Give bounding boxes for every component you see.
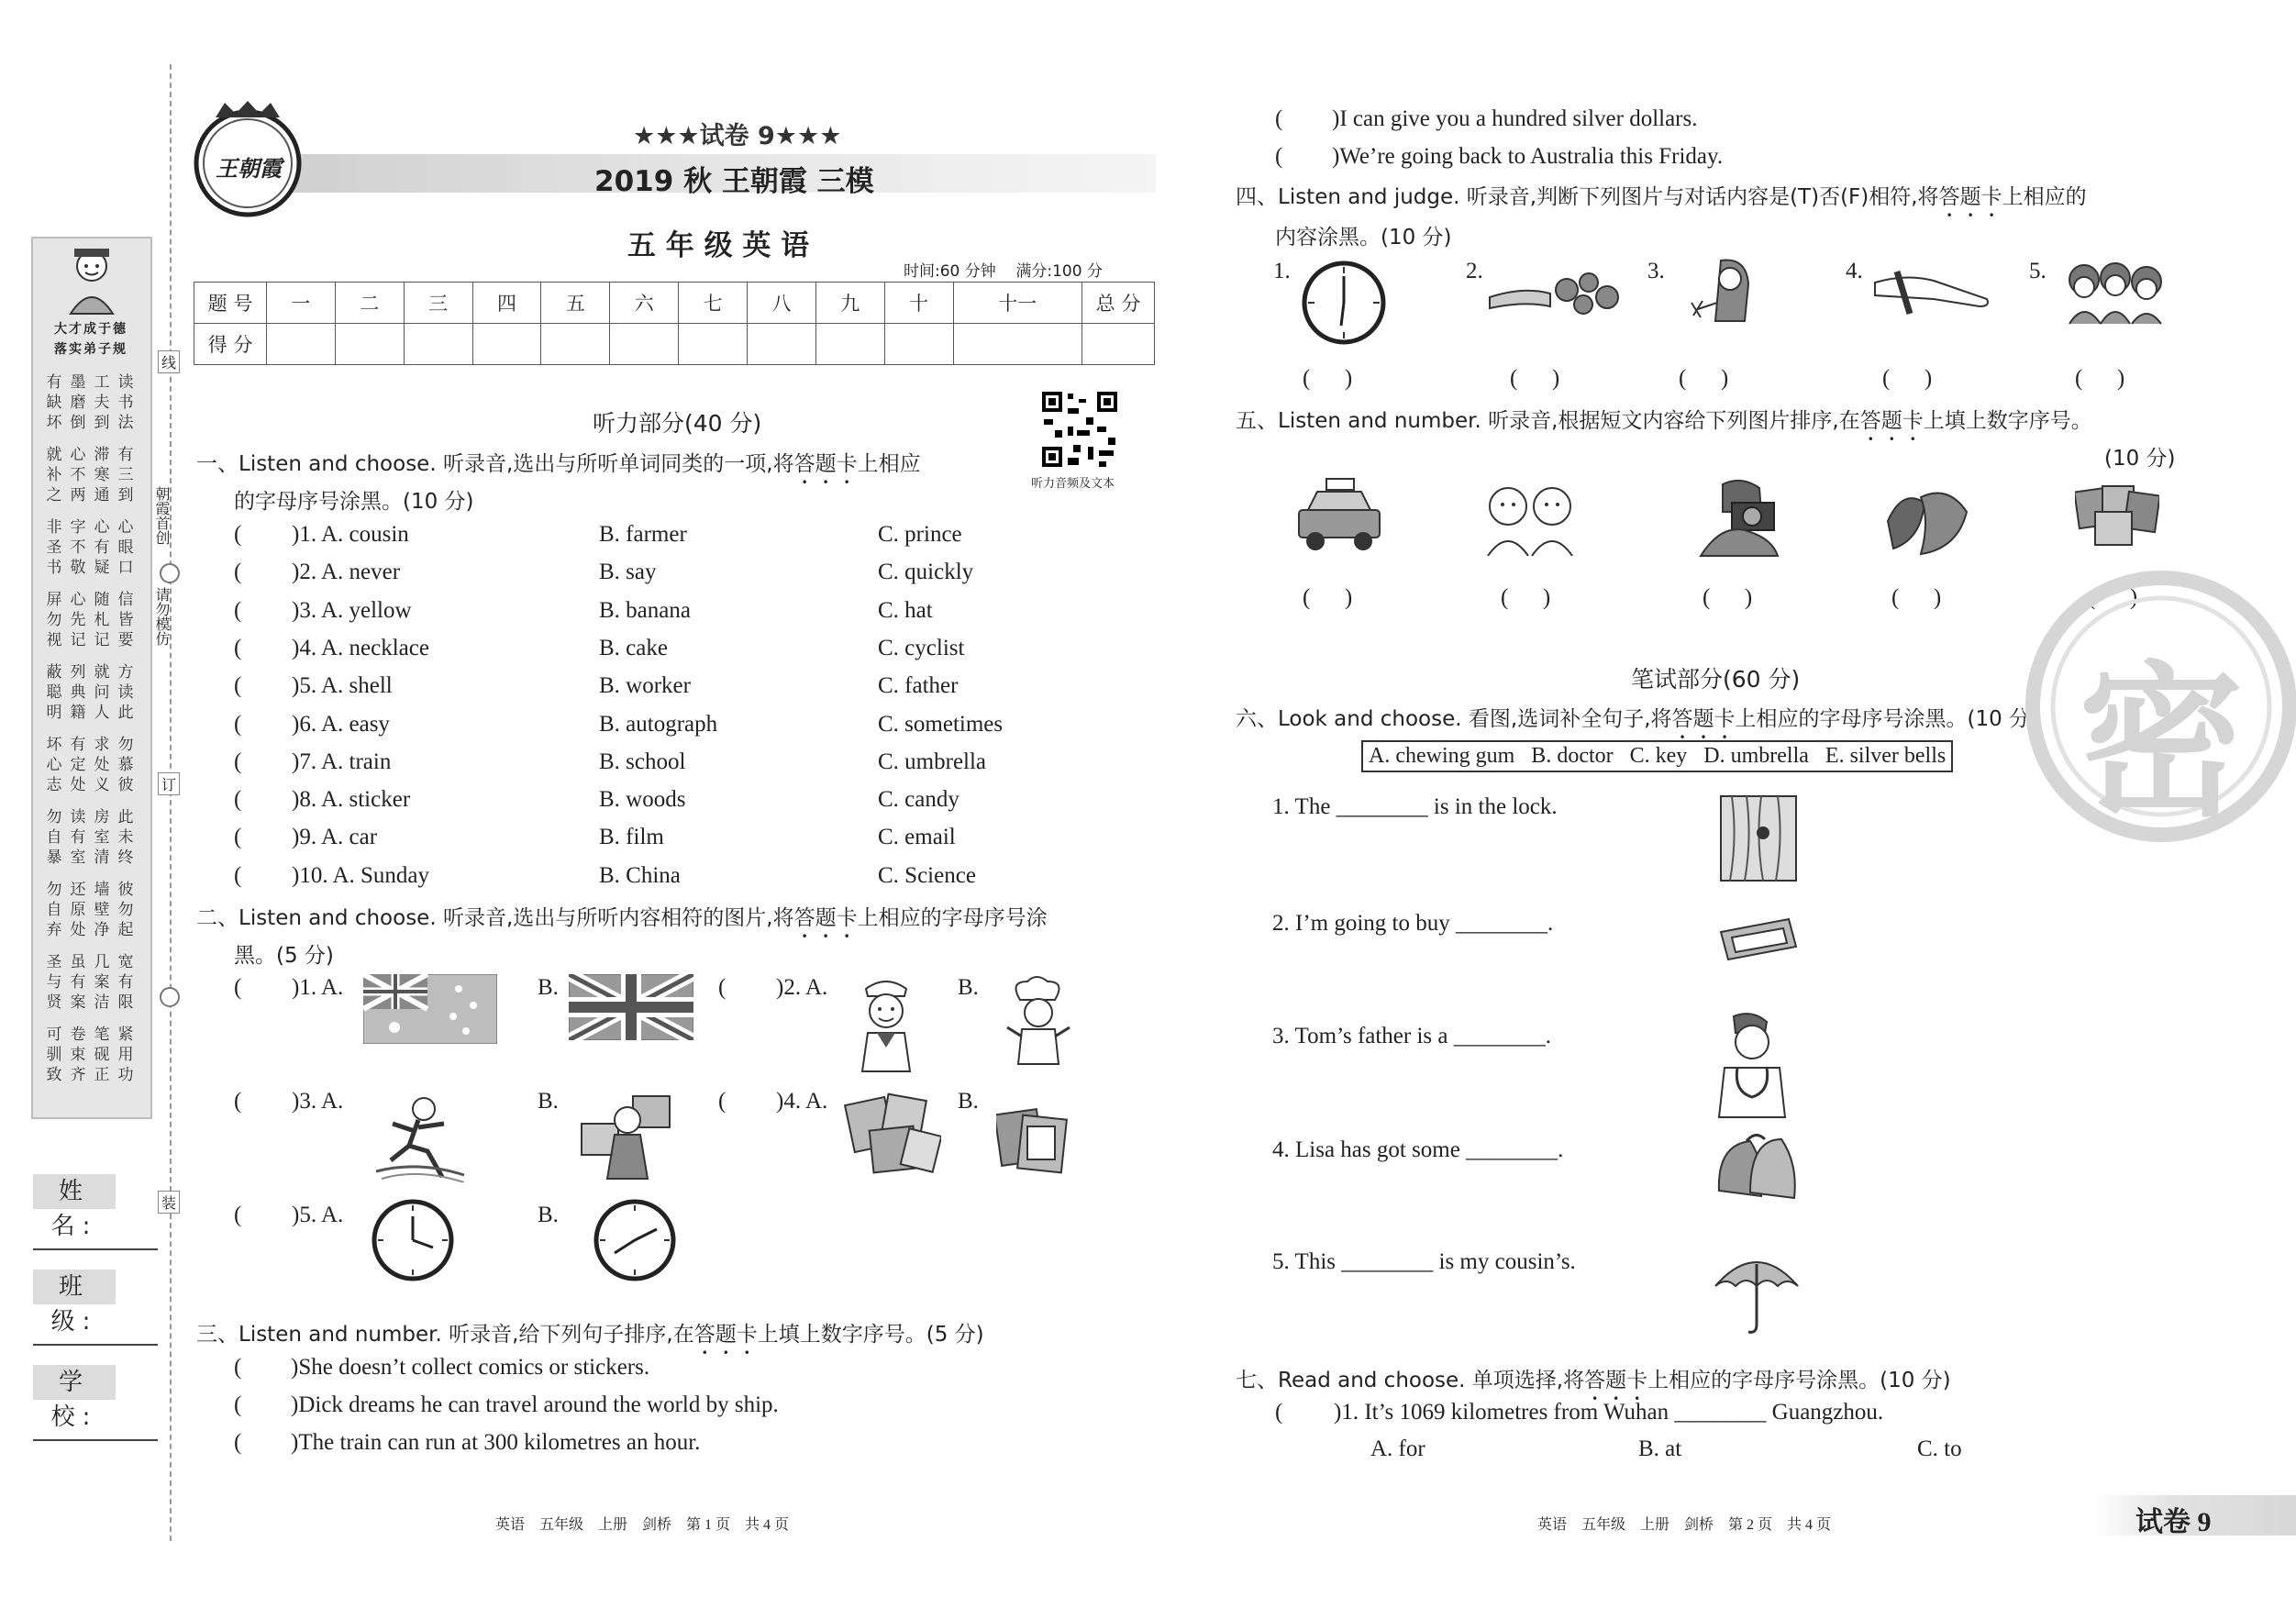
class-label: 班 级:: [33, 1270, 116, 1304]
s1-paren[interactable]: (: [234, 597, 242, 623]
score-input-cell[interactable]: [404, 324, 472, 365]
s5-answer-blank[interactable]: ( ): [1703, 585, 1753, 610]
s6-sentence: 1. The ________ is in the lock.: [1272, 794, 1558, 819]
s4-answer-blank[interactable]: ( ): [1303, 366, 1353, 391]
score-input-cell[interactable]: [472, 324, 541, 365]
s2-q5-paren: (: [234, 1203, 242, 1227]
section1-heading-a: 一、Listen and choose. 听录音,选出与所听单词同类的一项,将: [196, 452, 794, 476]
score-header-cell: 八: [748, 283, 816, 324]
motto-column: 心不两: [70, 446, 86, 505]
section6-heading-dots: 答题卡: [1671, 707, 1736, 731]
s3-sentence: )Dick dreams he can travel around the world by ship.: [291, 1392, 779, 1417]
shells-icon[interactable]: [1884, 484, 1972, 563]
motto-column: 墨磨倒: [70, 373, 86, 432]
motto-column: 紧用功: [117, 1026, 134, 1084]
s1-option-b[interactable]: B. banana: [599, 597, 691, 623]
score-header-cell: 三: [404, 283, 472, 324]
section5-points: (10 分): [2104, 447, 2176, 471]
s1-option-c[interactable]: C. cyclist: [878, 635, 965, 660]
s1-option-a[interactable]: )2. A. never: [292, 560, 401, 585]
photographer-icon[interactable]: [1695, 475, 1787, 561]
footer-tab: 试卷 9: [2135, 1507, 2212, 1537]
section2-heading-b: 上相应的字母序号涂: [857, 906, 1048, 930]
s1-option-c[interactable]: C. sometimes: [878, 711, 1004, 737]
s1-option-a[interactable]: )3. A. yellow: [292, 597, 412, 623]
motto-column: 圣与贤: [46, 953, 62, 1012]
s1-option-a[interactable]: )4. A. necklace: [292, 635, 429, 660]
s1-option-c[interactable]: C. hat: [878, 597, 933, 623]
strip-slogan-2: 落实弟子规: [54, 342, 128, 357]
children-group-icon[interactable]: [2066, 260, 2167, 329]
score-header-cell: 总 分: [1082, 283, 1155, 324]
footer-left: 英语 五年级 上册 剑桥 第 1 页 共 4 页: [495, 1517, 790, 1533]
motto-column: 笔砚正: [94, 1026, 110, 1084]
score-input-cell[interactable]: [610, 324, 679, 365]
s2-q3-b: B.: [538, 1089, 559, 1114]
motto-column: 墙壁净: [94, 881, 110, 939]
s5-answer-blank[interactable]: ( ): [2088, 585, 2138, 610]
s2-q2-label: )2. A.: [776, 975, 828, 1000]
exam-badge: ★★★试卷 9★★★: [633, 122, 842, 150]
s2-q2-b: B.: [958, 975, 979, 1000]
score-label-cell: 得 分: [194, 324, 267, 365]
s1-option-b[interactable]: B. woods: [599, 787, 686, 813]
section2-heading-a: 二、Listen and choose. 听录音,选出与所听内容相符的图片,将: [196, 906, 794, 930]
s3-paren[interactable]: (: [234, 1392, 242, 1417]
s5-answer-blank[interactable]: ( ): [1891, 585, 1942, 610]
vertical-note-ding: 订: [158, 772, 180, 795]
score-input-cell[interactable]: [815, 324, 884, 365]
score-input-cell[interactable]: [884, 324, 953, 365]
s1-paren[interactable]: (: [234, 749, 242, 774]
section2-heading-dots: 答题卡: [793, 906, 858, 930]
section6-heading-b: 上相应的字母序号涂黑。(10 分): [1735, 707, 2039, 731]
s2-q1-label: )1. A.: [292, 975, 344, 1000]
s4-number: 5.: [2029, 259, 2046, 283]
s7-q1-option-b[interactable]: B. at: [1638, 1436, 1682, 1461]
s2-q1-paren: (: [234, 975, 242, 1000]
motto-column: 勿自暴: [46, 808, 62, 867]
motto-column: 卷束齐: [70, 1026, 86, 1084]
s2-q3-label: )3. A.: [292, 1089, 344, 1114]
motto-column: 求处义: [94, 736, 110, 794]
s1-option-b[interactable]: B. farmer: [599, 522, 687, 547]
silver-bells-icon[interactable]: [1710, 1126, 1802, 1209]
s2-q4-paren: (: [718, 1089, 727, 1114]
sailor-boy-icon[interactable]: [849, 972, 923, 1077]
taxi-icon[interactable]: [1295, 475, 1383, 560]
score-header-cell: 五: [541, 283, 610, 324]
stamps-icon[interactable]: [2075, 484, 2159, 552]
motto-column: 读有室: [70, 808, 86, 867]
hand-ribbon-icon[interactable]: [1869, 259, 1994, 323]
motto-column: 列典籍: [70, 663, 86, 722]
score-input-cell[interactable]: [335, 324, 404, 365]
s3-paren[interactable]: (: [1275, 106, 1283, 131]
section3-heading-a: 三、Listen and number. 听录音,给下列句子排序,在: [196, 1323, 694, 1347]
s4-answer-blank[interactable]: ( ): [1882, 366, 1933, 391]
motto-column: 就补之: [46, 446, 62, 505]
s4-number: 2.: [1466, 259, 1483, 283]
word-box: A. chewing gum B. doctor C. key D. umbrella E. silver bells: [1361, 740, 1953, 772]
section7-heading-a: 七、Read and choose. 单项选择,将: [1236, 1369, 1585, 1392]
s3-paren[interactable]: (: [234, 1355, 242, 1380]
motto-column: 彼勿起: [117, 881, 134, 939]
qr-code[interactable]: [1040, 390, 1119, 469]
motto-column: 有缺坏: [46, 373, 62, 432]
s1-option-c[interactable]: C. Science: [878, 862, 976, 888]
motto-column: 心先记: [70, 591, 86, 649]
section1-heading-line2: 的字母序号涂黑。(10 分): [234, 490, 474, 514]
s1-option-c[interactable]: C. email: [878, 825, 956, 850]
s1-option-a[interactable]: )6. A. easy: [292, 711, 390, 737]
s7-q1-text: )1. It’s 1069 kilometres from Wuhan ________ Guangzhou.: [1334, 1400, 1884, 1425]
section3-heading-dots: 答题卡: [693, 1323, 758, 1347]
s5-answer-blank[interactable]: ( ): [1501, 585, 1551, 610]
s1-paren[interactable]: (: [234, 825, 242, 850]
section6-heading: [1236, 702, 2038, 744]
motto-column: 此未终: [117, 808, 134, 867]
motto-column: 信皆要: [117, 591, 134, 649]
s1-option-a[interactable]: )10. A. Sunday: [292, 862, 429, 888]
s4-answer-blank[interactable]: ( ): [1510, 366, 1560, 391]
score-input-cell[interactable]: [1082, 324, 1155, 365]
s1-option-b[interactable]: B. cake: [599, 635, 668, 660]
name-line[interactable]: [33, 1248, 158, 1250]
section1-heading: [196, 447, 921, 489]
subject-title: 五 年 级 英 语: [627, 229, 810, 262]
s2-q1-b: B.: [538, 975, 559, 1000]
score-header-cell: 十: [884, 283, 953, 324]
motto-column: 心眼口: [117, 518, 134, 577]
score-header-cell: 一: [267, 283, 336, 324]
s2-q2-paren: (: [718, 975, 727, 1000]
section5-heading-b: 上填上数字序号。: [1923, 409, 2092, 433]
section6-heading-a: 六、Look and choose. 看图,选词补全句子,将: [1236, 707, 1672, 731]
s1-paren[interactable]: (: [234, 522, 242, 547]
s3-paren[interactable]: (: [1275, 144, 1283, 169]
s1-option-b[interactable]: B. worker: [599, 673, 691, 699]
score-value-row: [194, 324, 1155, 365]
motto-area: [44, 372, 139, 1106]
motto-column: 就问人: [94, 663, 110, 722]
s1-paren[interactable]: (: [234, 673, 242, 699]
s1-option-c[interactable]: C. prince: [878, 522, 962, 547]
wood-key-icon[interactable]: [1719, 794, 1798, 886]
section7-heading-dots: 答题卡: [1584, 1369, 1648, 1392]
motto-column: 勿自弃: [46, 881, 62, 939]
s4-number: 3.: [1647, 259, 1665, 283]
s1-option-a[interactable]: )1. A. cousin: [292, 522, 409, 547]
s3-sentence: )I can give you a hundred silver dollars.: [1332, 106, 1698, 131]
section4-heading: [1236, 180, 2087, 222]
s1-option-c[interactable]: C. umbrella: [878, 749, 987, 774]
chewing-gum-icon[interactable]: [1715, 914, 1800, 969]
motto-column: 非圣书: [46, 518, 62, 577]
s4-answer-blank[interactable]: ( ): [2075, 366, 2125, 391]
section3-heading-b: 上填上数字序号。(5 分): [757, 1323, 984, 1347]
clock-judge-icon[interactable]: [1301, 260, 1387, 349]
s4-answer-blank[interactable]: ( ): [1679, 366, 1729, 391]
s1-option-b[interactable]: B. say: [599, 560, 657, 585]
binding-hole-1: [160, 563, 180, 583]
score-input-cell[interactable]: [748, 324, 816, 365]
chef-icon[interactable]: [1000, 972, 1077, 1071]
s7-q1-paren: (: [1275, 1400, 1283, 1425]
qr-caption: 听力音频及文本: [1031, 477, 1115, 491]
motto-column: 随札记: [94, 591, 110, 649]
s6-sentence: 4. Lisa has got some ________.: [1272, 1137, 1564, 1162]
motto-column: 有定处: [70, 736, 86, 794]
s3-sentence: )The train can run at 300 kilometres an hour.: [291, 1430, 701, 1455]
section7-heading-b: 上相应的字母序号涂黑。(10 分): [1647, 1369, 1951, 1392]
score-header-row: [194, 283, 1155, 324]
binding-dashed-line: [170, 64, 172, 1541]
motto-column: 还原处: [70, 881, 86, 939]
school-line[interactable]: [33, 1439, 158, 1441]
s1-option-a[interactable]: )8. A. sticker: [292, 787, 411, 813]
motto-column: 勿慕彼: [117, 736, 134, 794]
binding-hole-2: [160, 987, 180, 1007]
section4-heading-dots: 答题卡: [1938, 185, 2002, 209]
australia-flag-icon[interactable]: [363, 974, 497, 1048]
s2-q3-paren: (: [234, 1089, 242, 1114]
section1-heading-dots: 答题卡: [793, 452, 858, 476]
s3-paren[interactable]: (: [234, 1430, 242, 1455]
motto-column: 蔽聪明: [46, 663, 62, 722]
s5-answer-blank[interactable]: ( ): [1303, 585, 1353, 610]
s1-option-a[interactable]: )9. A. car: [292, 825, 378, 850]
s4-number: 1.: [1273, 259, 1291, 283]
s2-q5-label: )5. A.: [292, 1203, 344, 1227]
score-header-cell: 六: [610, 283, 679, 324]
motto-column: 方读此: [117, 663, 134, 722]
section2-heading-line2: 黑。(5 分): [234, 944, 334, 968]
uk-flag-icon[interactable]: [569, 974, 693, 1044]
footer-right: 英语 五年级 上册 剑桥 第 2 页 共 4 页: [1537, 1517, 1832, 1533]
s1-option-b[interactable]: B. autograph: [599, 711, 718, 737]
vertical-note-zhuang: 装: [158, 1191, 180, 1214]
motto-column: 工夫到: [94, 373, 110, 432]
s1-paren[interactable]: (: [234, 711, 242, 737]
flowers-icon[interactable]: [1486, 266, 1624, 325]
motto-column: 虽有案: [70, 953, 86, 1012]
score-header-cell: 题 号: [194, 283, 267, 324]
clock-a-icon[interactable]: [371, 1198, 455, 1286]
s1-option-b[interactable]: B. China: [599, 862, 681, 888]
s1-paren[interactable]: (: [234, 635, 242, 660]
s2-q4-label: )4. A.: [776, 1089, 828, 1114]
s7-q1-option-c[interactable]: C. to: [1917, 1436, 1962, 1461]
section4-heading-a: 四、Listen and judge. 听录音,判断下列图片与对话内容是(T)否(F)相符,将: [1236, 185, 1939, 209]
grandparents-icon[interactable]: [1481, 479, 1581, 560]
s3-sentence: )We’re going back to Australia this Friday.: [1332, 144, 1724, 169]
mascot-figure: [50, 244, 133, 316]
collage-figure-icon[interactable]: [578, 1087, 673, 1186]
motto-column: 滞寒通: [94, 446, 110, 505]
runner-icon[interactable]: [372, 1087, 468, 1186]
score-header-cell: 四: [472, 283, 541, 324]
strip-slogan-1: 大才成于德: [54, 322, 128, 337]
section5-heading-a: 五、Listen and number. 听录音,根据短文内容给下列图片排序,在: [1236, 409, 1860, 433]
score-header-cell: 二: [335, 283, 404, 324]
s6-sentence: 5. This ________ is my cousin’s.: [1272, 1249, 1576, 1274]
motto-column: 坏心志: [46, 736, 62, 794]
motto-column: 几案洁: [94, 953, 110, 1012]
s3-sentence: )She doesn’t collect comics or stickers.: [291, 1355, 650, 1380]
stamps-stack-icon[interactable]: [996, 1103, 1070, 1180]
s6-sentence: 2. I’m going to buy ________.: [1272, 911, 1554, 936]
doctor-icon[interactable]: [1706, 1009, 1798, 1123]
writing-title: 笔试部分(60 分): [1631, 666, 1801, 693]
score-header-cell: 九: [815, 283, 884, 324]
score-table: [194, 282, 1155, 365]
score-header-cell: 七: [679, 283, 748, 324]
girl-sparkler-icon[interactable]: [1690, 257, 1763, 338]
logo-text: 王朝霞: [216, 156, 282, 182]
section4-heading-line2: 内容涂黑。(10 分): [1275, 226, 1452, 250]
watermark-char: 密: [2078, 648, 2244, 839]
exam-title: 2019 秋 王朝霞 三模: [594, 165, 874, 198]
section2-heading: [196, 901, 1048, 943]
section4-heading-b: 上相应的: [2002, 185, 2087, 209]
s1-paren[interactable]: (: [234, 787, 242, 813]
time-info: 时间:60 分钟 满分:100 分: [904, 262, 1103, 281]
score-input-cell[interactable]: [679, 324, 748, 365]
vertical-note-1: 朝霞首创: [153, 486, 171, 545]
score-input-cell[interactable]: [267, 324, 336, 365]
score-input-cell[interactable]: [541, 324, 610, 365]
school-label: 学 校:: [33, 1365, 116, 1400]
s1-option-a[interactable]: )5. A. shell: [292, 673, 393, 699]
s1-option-c[interactable]: C. candy: [878, 787, 959, 813]
motto-column: 有三到: [117, 446, 134, 505]
motto-column: 宽有限: [117, 953, 134, 1012]
section3-heading: [196, 1317, 984, 1359]
s1-option-b[interactable]: B. school: [599, 749, 686, 774]
motto-column: 字不敬: [70, 518, 86, 577]
s2-q4-b: B.: [958, 1089, 979, 1114]
section5-heading: [1236, 404, 2092, 446]
class-line[interactable]: [33, 1344, 158, 1346]
scattered-stamps-icon[interactable]: [844, 1092, 941, 1180]
motto-column: 读书法: [117, 373, 134, 432]
s1-paren[interactable]: (: [234, 862, 242, 888]
section5-heading-dots: 答题卡: [1859, 409, 1924, 433]
score-header-cell: 十一: [953, 283, 1081, 324]
vertical-note-2: 请勿模仿: [153, 587, 171, 646]
s4-number: 4.: [1846, 259, 1863, 283]
motto-column: 房室清: [94, 808, 110, 867]
s1-option-c[interactable]: C. father: [878, 673, 959, 699]
s1-option-c[interactable]: C. quickly: [878, 560, 974, 585]
listening-title: 听力部分(40 分): [593, 410, 762, 437]
s1-option-b[interactable]: B. film: [599, 825, 664, 850]
motto-column: 心有疑: [94, 518, 110, 577]
vertical-note-line: 线: [158, 350, 180, 373]
score-input-cell[interactable]: [953, 324, 1081, 365]
motto-column: 屏勿视: [46, 591, 62, 649]
s1-paren[interactable]: (: [234, 560, 242, 585]
section1-heading-b: 上相应: [857, 452, 921, 476]
s6-sentence: 3. Tom’s father is a ________.: [1272, 1024, 1552, 1048]
umbrella-icon[interactable]: [1712, 1246, 1802, 1341]
name-label: 姓 名:: [33, 1174, 116, 1209]
s1-option-a[interactable]: )7. A. train: [292, 749, 392, 774]
clock-b-icon[interactable]: [593, 1198, 677, 1286]
motto-column: 可驯致: [46, 1026, 62, 1084]
s2-q5-b: B.: [538, 1203, 559, 1227]
s7-q1-option-a[interactable]: A. for: [1370, 1436, 1425, 1461]
